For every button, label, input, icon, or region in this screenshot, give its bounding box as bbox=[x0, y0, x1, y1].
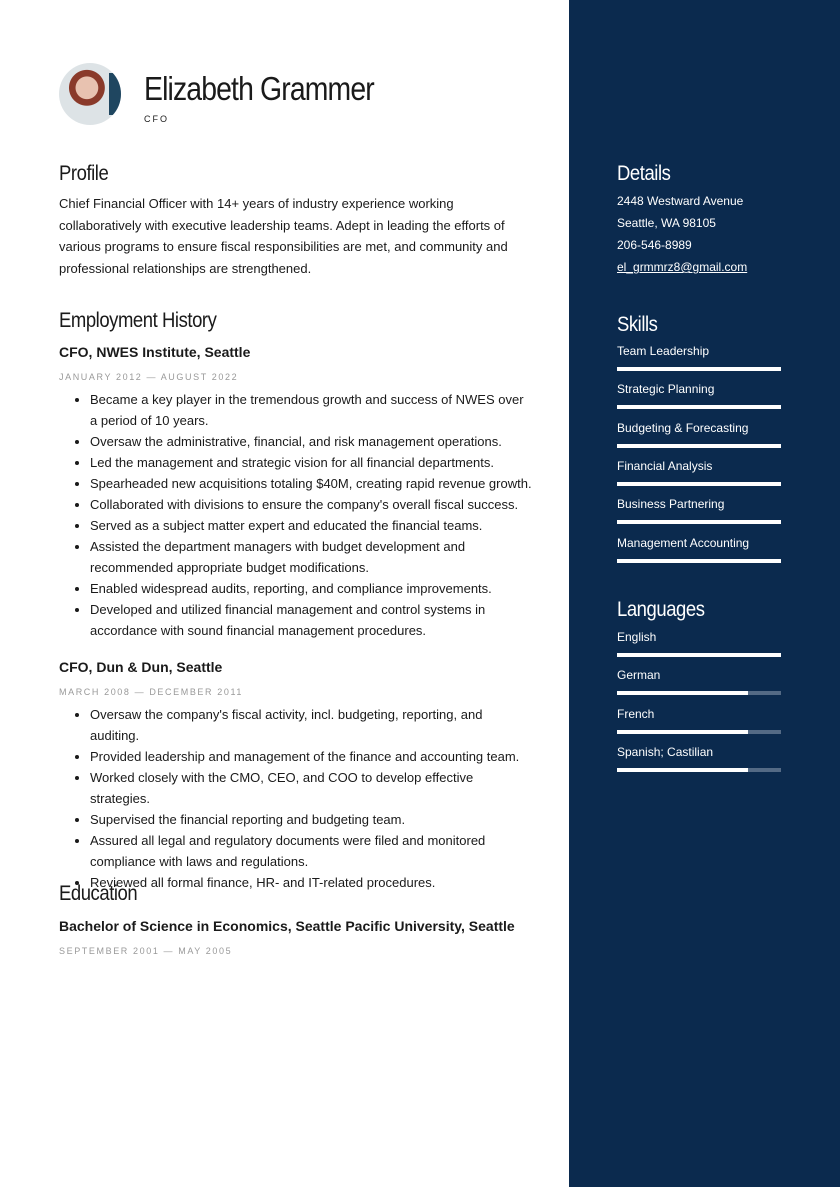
job-bullet: • Served as a subject matter expert and educated the financial teams. bbox=[90, 515, 534, 536]
skills-level-fill bbox=[617, 405, 781, 409]
avatar bbox=[59, 63, 121, 125]
skills-name: Budgeting & Forecasting bbox=[617, 420, 749, 435]
city: Seattle, WA 98105 bbox=[617, 216, 716, 230]
job-dates-2: MARCH 2008 — DECEMBER 2011 bbox=[59, 687, 243, 697]
skills-level-bar bbox=[617, 367, 781, 371]
job-bullet: • Collaborated with divisions to ensure the company's overall fiscal success. bbox=[90, 494, 534, 515]
candidate-name: Elizabeth Grammer bbox=[144, 70, 374, 107]
languages-name: German bbox=[617, 668, 661, 683]
skills-level-bar bbox=[617, 559, 781, 563]
skills-level-bar bbox=[617, 405, 781, 409]
languages-item bbox=[617, 668, 781, 695]
employment-heading: Employment History bbox=[59, 309, 217, 332]
skills-item bbox=[617, 382, 781, 409]
job-bullet: • Assured all legal and regulatory documents were filed and monitored compliance with laws and regulations. bbox=[90, 830, 534, 872]
job-bullet: • Provided leadership and management of the finance and accounting team. bbox=[90, 746, 534, 767]
job-title-2: CFO, Dun & Dun, Seattle bbox=[59, 659, 223, 675]
skills-name: Team Leadership bbox=[617, 344, 710, 358]
languages-name: French bbox=[617, 706, 655, 721]
phone: 206-546-8989 bbox=[617, 238, 692, 252]
job-bullet: • Led the management and strategic vision for all financial departments. bbox=[90, 452, 534, 473]
languages-heading: Languages bbox=[617, 598, 705, 621]
languages-level-fill bbox=[617, 691, 748, 695]
job-dates-1: JANUARY 2012 — AUGUST 2022 bbox=[59, 372, 239, 382]
email-link[interactable]: el_grmmrz8@gmail.com bbox=[617, 260, 748, 274]
languages-level-fill bbox=[617, 730, 748, 734]
job-bullets-1 bbox=[74, 389, 534, 641]
skills-item bbox=[617, 459, 781, 486]
job-bullet: • Became a key player in the tremendous growth and success of NWES over a period of 10 years. bbox=[90, 389, 534, 431]
languages-name: English bbox=[617, 630, 657, 644]
job-title-1: CFO, NWES Institute, Seattle bbox=[59, 344, 251, 360]
job-bullets-2 bbox=[74, 704, 534, 893]
languages-item bbox=[617, 630, 781, 657]
address: 2448 Westward Avenue bbox=[617, 194, 744, 208]
education-dates: SEPTEMBER 2001 — MAY 2005 bbox=[59, 946, 233, 956]
job-bullet: • Supervised the financial reporting and budgeting team. bbox=[90, 809, 534, 830]
skills-name: Management Accounting bbox=[617, 535, 750, 550]
skills-level-bar bbox=[617, 444, 781, 448]
skills-item bbox=[617, 497, 781, 524]
skills-heading: Skills bbox=[617, 313, 658, 336]
sidebar bbox=[569, 0, 840, 1187]
languages-level-bar bbox=[617, 653, 781, 657]
skills-name: Business Partnering bbox=[617, 497, 725, 512]
job-bullet: • Developed and utilized financial management and control systems in accordance with sound financial management procedures. bbox=[90, 599, 534, 641]
profile-text: Chief Financial Officer with 14+ years of industry experience working collaboratively with executive leadership teams. Adept in leading the efforts of various programs to ensure fiscal responsibilities are met, and community and professional relationships are strengthened. bbox=[59, 196, 508, 276]
degree: Bachelor of Science in Economics, Seattle Pacific University, Seattle bbox=[59, 918, 515, 934]
languages-level-bar bbox=[617, 730, 781, 734]
languages-level-bar bbox=[617, 768, 781, 772]
skills-item bbox=[617, 536, 781, 563]
education-heading: Education bbox=[59, 882, 138, 905]
skills-name: Strategic Planning bbox=[617, 382, 715, 397]
languages-item bbox=[617, 745, 781, 772]
languages-item bbox=[617, 707, 781, 734]
skills-level-fill bbox=[617, 559, 781, 563]
languages-level-fill bbox=[617, 653, 781, 657]
skills-level-fill bbox=[617, 444, 781, 448]
skills-item bbox=[617, 421, 781, 448]
skills-level-fill bbox=[617, 367, 781, 371]
languages-name: Spanish; Castilian bbox=[617, 744, 714, 759]
job-bullet: • Spearheaded new acquisitions totaling $40M, creating rapid revenue growth. bbox=[90, 473, 534, 494]
skills-item bbox=[617, 344, 781, 371]
skills-level-fill bbox=[617, 482, 781, 486]
job-bullet: • Assisted the department managers with budget development and recommended appropriate budget modifications. bbox=[90, 536, 534, 578]
languages-level-fill bbox=[617, 768, 748, 772]
details-heading: Details bbox=[617, 162, 671, 185]
skills-level-bar bbox=[617, 482, 781, 486]
job-bullet: • Reviewed all formal finance, HR- and IT-related procedures. bbox=[90, 872, 534, 893]
skills-name: Financial Analysis bbox=[617, 458, 713, 473]
job-bullet: • Worked closely with the CMO, CEO, and COO to develop effective strategies. bbox=[90, 767, 534, 809]
job-bullet: • Oversaw the administrative, financial, and risk management operations. bbox=[90, 431, 534, 452]
job-bullet: • Oversaw the company's fiscal activity, incl. budgeting, reporting, and auditing. bbox=[90, 704, 534, 746]
skills-level-fill bbox=[617, 520, 781, 524]
job-title: CFO bbox=[144, 114, 169, 124]
profile-heading: Profile bbox=[59, 162, 109, 185]
skills-level-bar bbox=[617, 520, 781, 524]
job-bullet: • Enabled widespread audits, reporting, and compliance improvements. bbox=[90, 578, 534, 599]
languages-level-bar bbox=[617, 691, 781, 695]
